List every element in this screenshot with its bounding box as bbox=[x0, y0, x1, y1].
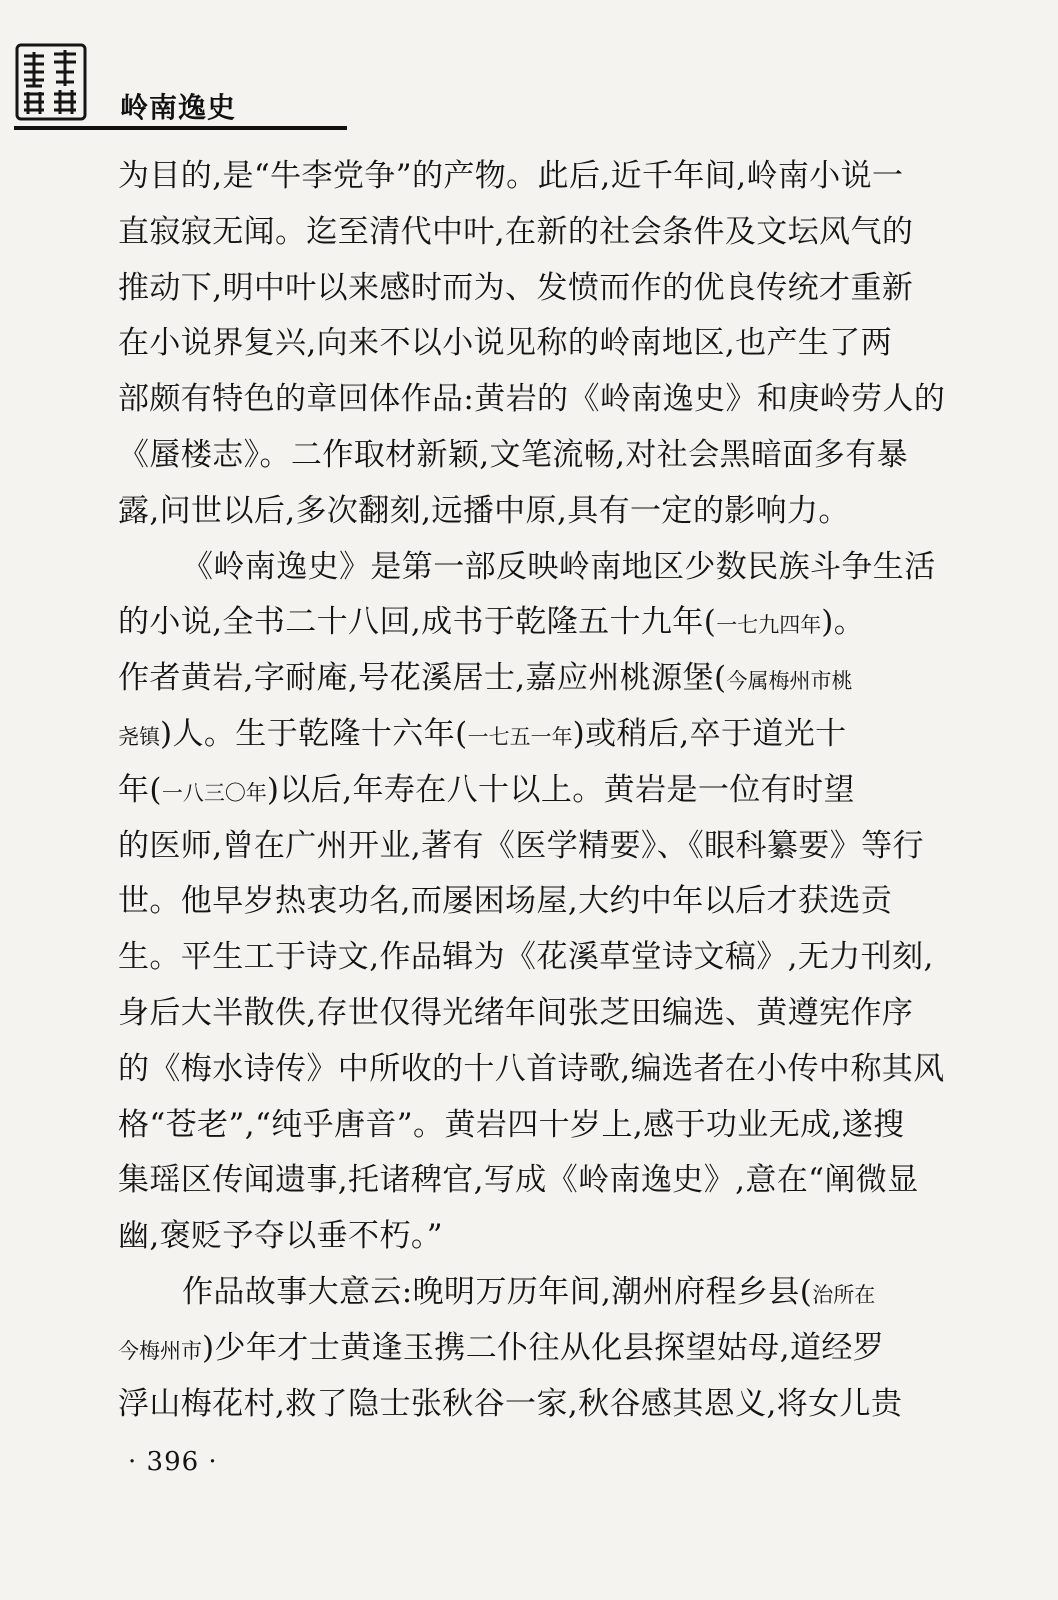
text-run: 部颇有特色的章回体作品:黄岩的《岭南逸史》和庚岭劳人的 bbox=[118, 381, 946, 418]
seal-logo bbox=[14, 42, 88, 122]
inline-annotation: 今梅州市 bbox=[118, 1338, 202, 1363]
text-run: 的《梅水诗传》中所收的十八首诗歌,编选者在小传中称其风 bbox=[118, 1050, 945, 1087]
text-run: 推动下,明中叶以来感时而为、发愤而作的优良传统才重新 bbox=[118, 269, 914, 306]
text-run: )少年才士黄逢玉携二仆往从化县探望姑母,道经罗 bbox=[202, 1329, 885, 1366]
text-line bbox=[118, 1098, 940, 1154]
text-run: 在小说界复兴,向来不以小说见称的岭南地区,也产生了两 bbox=[118, 325, 893, 362]
text-line bbox=[118, 595, 940, 651]
text-run: 世。他早岁热衷功名,而屡困场屋,大约中年以后才获选贡 bbox=[118, 883, 893, 920]
text-line bbox=[118, 763, 940, 819]
text-run: 幽,褒贬予夺以垂不朽。” bbox=[118, 1218, 444, 1255]
text-line bbox=[118, 986, 940, 1042]
text-run: 作者黄岩,字耐庵,号花溪居士,嘉应州桃源堡( bbox=[118, 660, 727, 697]
text-line bbox=[118, 1209, 940, 1265]
text-line bbox=[118, 1265, 940, 1321]
inline-annotation: 尧镇 bbox=[118, 724, 160, 749]
text-run: 为目的,是“牛李党争”的产物。此后,近千年间,岭南小说一 bbox=[118, 158, 904, 194]
text-line bbox=[118, 707, 940, 763]
text-line bbox=[118, 205, 940, 261]
text-run: 生。平生工于诗文,作品辑为《花溪草堂诗文稿》,无力刊刻, bbox=[118, 939, 934, 976]
running-header-title: 岭南逸史 bbox=[120, 91, 237, 124]
text-line bbox=[118, 316, 940, 372]
text-run: )以后,年寿在八十以上。黄岩是一位有时望 bbox=[266, 771, 855, 808]
text-run: 浮山梅花村,救了隐士张秋谷一家,秋谷感其恩义,将女儿贵 bbox=[118, 1385, 903, 1422]
text-line bbox=[118, 149, 940, 205]
text-line bbox=[118, 1321, 940, 1377]
text-line bbox=[118, 261, 940, 317]
inline-annotation: 一七五一年 bbox=[467, 724, 573, 749]
inline-annotation: 今属梅州市桃 bbox=[726, 669, 853, 694]
text-run: 作品故事大意云:晚明万历年间,潮州府程乡县( bbox=[182, 1273, 813, 1310]
body-text bbox=[118, 149, 946, 1432]
text-line bbox=[118, 1153, 940, 1209]
text-run: 的医师,曾在广州开业,著有《医学精要》、《眼科纂要》等行 bbox=[118, 827, 924, 864]
text-line bbox=[118, 1377, 940, 1433]
header-rule bbox=[14, 126, 347, 130]
text-run: 《蜃楼志》。二作取材新颖,文笔流畅,对社会黑暗面多有暴 bbox=[118, 436, 909, 473]
text-run: 集瑶区传闻遗事,托诸稗官,写成《岭南逸史》,意在“阐微显 bbox=[118, 1162, 919, 1199]
text-line bbox=[118, 651, 940, 707]
text-run: 露,问世以后,多次翻刻,远播中原,具有一定的影响力。 bbox=[118, 492, 850, 529]
text-run: 的小说,全书二十八回,成书于乾隆五十九年( bbox=[118, 604, 717, 641]
text-run: )。 bbox=[821, 604, 866, 641]
text-run: 身后大半散佚,存世仅得光绪年间张芝田编选、黄遵宪作序 bbox=[118, 994, 914, 1031]
text-line bbox=[118, 930, 940, 986]
text-run: )人。生于乾隆十六年( bbox=[160, 715, 468, 752]
text-line bbox=[118, 484, 940, 540]
text-run: )或稍后,卒于道光十 bbox=[572, 715, 847, 752]
text-run: 《岭南逸史》是第一部反映岭南地区少数民族斗争生活 bbox=[182, 548, 936, 585]
text-run: 格“苍老”,“纯乎唐音”。黄岩四十岁上,感于功业无成,遂搜 bbox=[118, 1106, 905, 1143]
text-line bbox=[118, 819, 940, 875]
inline-annotation: 治所在 bbox=[812, 1282, 876, 1307]
text-line bbox=[118, 428, 940, 484]
text-run: 直寂寂无闻。迄至清代中叶,在新的社会条件及文坛风气的 bbox=[118, 213, 914, 250]
inline-annotation: 一七九四年 bbox=[716, 613, 822, 638]
text-line bbox=[118, 874, 940, 930]
text-line bbox=[118, 372, 946, 428]
text-run: 年( bbox=[118, 771, 162, 808]
text-line bbox=[118, 540, 940, 596]
inline-annotation: 一八三〇年 bbox=[161, 780, 267, 805]
page-number: · 396 · bbox=[128, 1447, 218, 1477]
text-line bbox=[118, 1042, 945, 1098]
